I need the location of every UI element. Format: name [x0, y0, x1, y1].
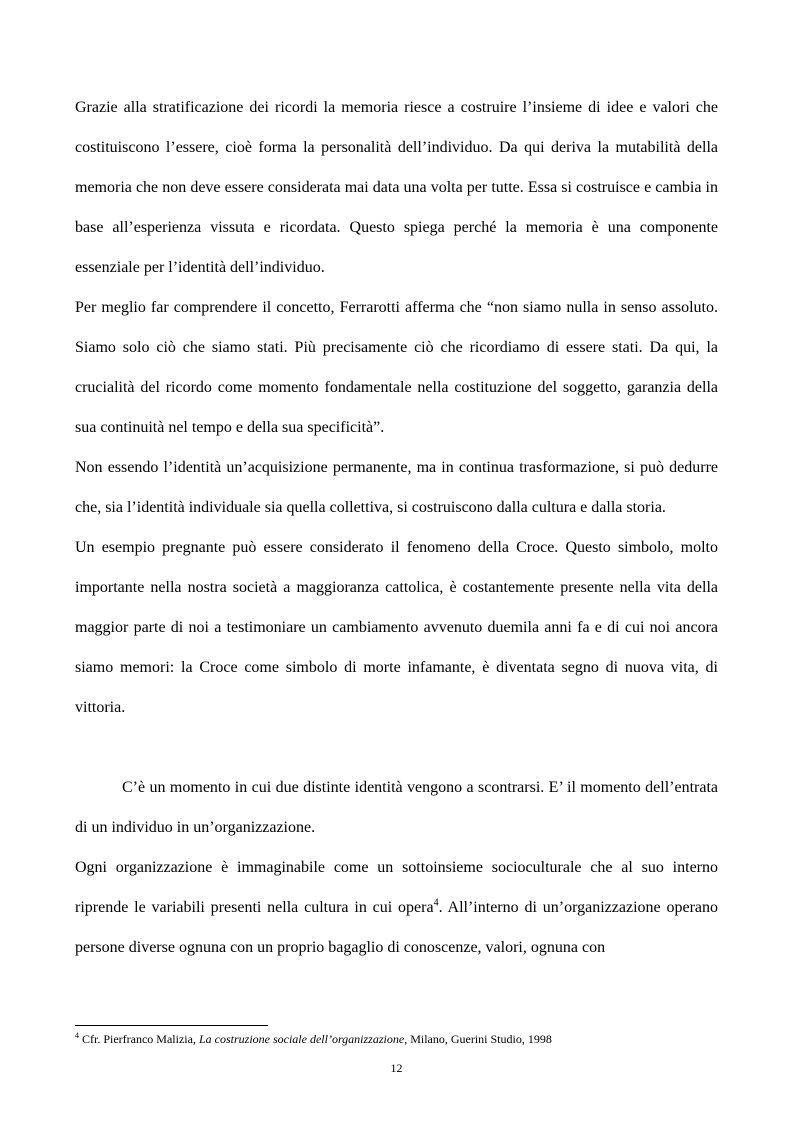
footnote-separator — [75, 1025, 268, 1026]
footnote — [75, 1031, 718, 1047]
paragraph-organization-entry: C’è un momento in cui due distinte identità vengono a scontrarsi. E’ il momento dell’entrata di un individuo in un’organizzazione. — [75, 779, 718, 836]
paragraph-organization-culture — [75, 848, 718, 968]
footnote-prefix: Cfr. Pierfranco Malizia, — [79, 1032, 199, 1046]
paragraph-memory-stratification: Grazie alla stratificazione dei ricordi la memoria riesce a costruire l’insieme di idee e valori che costituiscono l’essere, cioè forma la personalità dell’individuo. Da qui deriva la mutabilità della memoria che non deve essere considerata mai data una volta per tutte. Essa si costruisce e cambia in base all’esperienza vissuta e ricordata. Questo spiega perché la memoria è una componente essenziale per l’identità dell’individuo. — [75, 99, 718, 276]
paragraph-text-before-ref: Ogni organizzazione è immaginabile come un sottoinsieme socioculturale che al suo interno riprende le variabili presenti nella cultura in cui opera — [75, 859, 718, 916]
footnote-reference[interactable]: 4 — [433, 897, 439, 909]
footnote-book-title: La costruzione sociale dell’organizzazione — [198, 1032, 405, 1046]
body-text — [75, 88, 718, 968]
paragraph-gap — [75, 728, 718, 768]
paragraph-text-after-ref: . All’interno di un’organizzazione operano persone diverse ognuna con un proprio bagaglio di conoscenze, valori, ognuna con — [75, 899, 718, 956]
paragraph-identity-transformation: Non essendo l’identità un’acquisizione permanente, ma in continua trasformazione, si può dedurre che, sia l’identità individuale sia quella collettiva, si costruiscono dalla cultura e dalla storia. — [75, 459, 718, 516]
footnote-suffix: , Milano, Guerini Studio, 1998 — [404, 1032, 552, 1046]
paragraph-ferrarotti-quote: Per meglio far comprendere il concetto, Ferrarotti afferma che “non siamo nulla in senso assoluto. Siamo solo ciò che siamo stati. Più precisamente ciò che ricordiamo di essere stati. Da qui, la crucialità del ricordo come momento fondamentale nella costituzione del soggetto, garanzia della sua continuità nel tempo e della sua specificità”. — [75, 299, 718, 436]
page-number: 12 — [390, 1061, 403, 1075]
paragraph-cross-example: Un esempio pregnante può essere considerato il fenomeno della Croce. Questo simbolo, molto importante nella nostra società a maggioranza cattolica, è costantemente presente nella vita della maggior parte di noi a testimoniare un cambiamento avvenuto duemila anni fa e di cui noi ancora siamo memori: la Croce come simbolo di morte infamante, è diventata segno di nuova vita, di vittoria. — [75, 539, 718, 716]
footnote-marker: 4 — [75, 1031, 79, 1040]
